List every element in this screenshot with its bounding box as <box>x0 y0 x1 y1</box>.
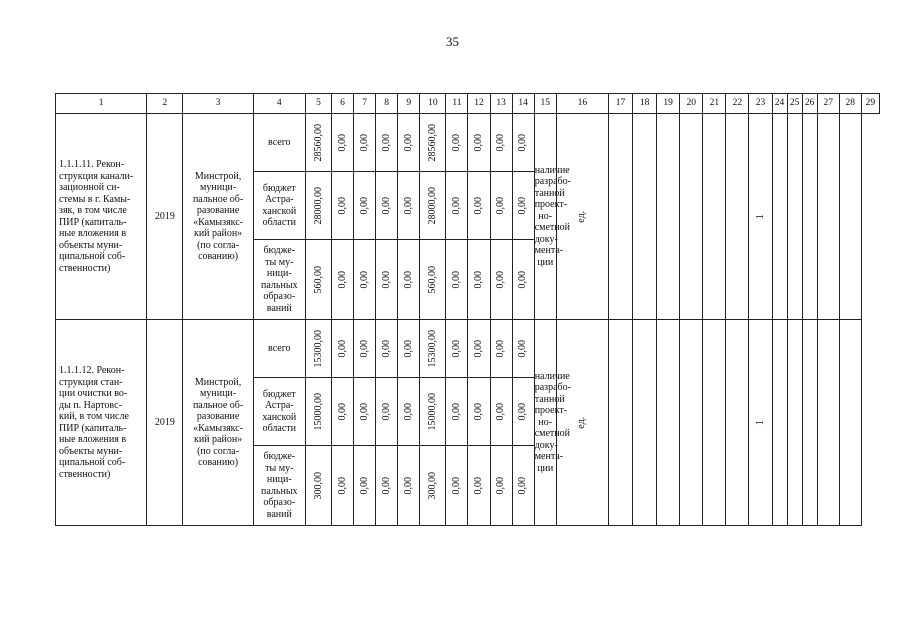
table-row <box>56 114 880 172</box>
year-value-cell <box>680 320 703 526</box>
value-text: 560,00 <box>312 265 324 294</box>
funding-source: бюдже- ты му- ници- пальных образо- ваний <box>253 240 305 320</box>
value-cell <box>490 172 512 240</box>
header-cell: 14 <box>512 94 534 114</box>
header-cell: 18 <box>633 94 657 114</box>
value-text: 0,00 <box>358 196 370 215</box>
value-cell <box>331 172 353 240</box>
header-cell: 15 <box>534 94 556 114</box>
value-cell <box>468 320 490 378</box>
value-text: 0,00 <box>403 133 414 152</box>
value-cell <box>376 240 398 320</box>
value-cell <box>354 320 376 378</box>
value-text: 28000,00 <box>312 186 324 225</box>
value-cell <box>305 378 331 446</box>
value-cell <box>490 114 512 172</box>
unit-cell <box>556 320 608 526</box>
value-cell <box>376 378 398 446</box>
value-text: 0,00 <box>495 196 507 215</box>
value-cell <box>446 320 468 378</box>
value-cell <box>468 378 490 446</box>
value-text: 0,00 <box>451 402 463 421</box>
header-cell: 16 <box>556 94 608 114</box>
value-cell <box>354 114 376 172</box>
value-text: 0,00 <box>380 133 392 152</box>
value-text: 0,00 <box>473 270 485 289</box>
year-value-cell <box>772 320 787 526</box>
year-cell: 2019 <box>147 320 183 526</box>
value-text: 28560,00 <box>427 123 439 162</box>
value-cell <box>376 114 398 172</box>
value-text: 15000,00 <box>427 392 439 431</box>
header-cell: 29 <box>861 94 879 114</box>
unit-text: ед. <box>576 416 588 429</box>
value-text: 28560,00 <box>312 123 324 162</box>
value-cell <box>398 240 420 320</box>
header-cell: 27 <box>817 94 839 114</box>
value-cell <box>398 446 420 526</box>
value-cell <box>512 114 534 172</box>
value-cell <box>512 240 534 320</box>
value-text: 0,00 <box>517 133 529 152</box>
value-cell <box>468 240 490 320</box>
value-cell <box>490 446 512 526</box>
value-text: 0,00 <box>403 196 414 215</box>
value-text: 0,00 <box>473 402 485 421</box>
target-value: 1 <box>754 420 766 425</box>
value-text: 15300,00 <box>312 329 324 368</box>
value-text: 0,00 <box>495 476 507 495</box>
year-value-cell <box>726 114 749 320</box>
value-text: 0,00 <box>473 196 485 215</box>
value-cell <box>305 114 331 172</box>
funding-source: всего <box>253 114 305 172</box>
value-cell <box>331 240 353 320</box>
value-text: 560,00 <box>427 265 439 294</box>
value-cell <box>305 320 331 378</box>
header-cell: 4 <box>253 94 305 114</box>
header-cell: 11 <box>446 94 468 114</box>
value-cell <box>354 378 376 446</box>
funding-source: всего <box>253 320 305 378</box>
header-cell: 19 <box>657 94 680 114</box>
value-cell <box>468 172 490 240</box>
value-cell <box>512 446 534 526</box>
value-cell <box>468 114 490 172</box>
year-value-cell <box>703 320 726 526</box>
value-text: 0,00 <box>358 476 370 495</box>
year-value-cell <box>657 320 680 526</box>
header-cell: 26 <box>802 94 817 114</box>
value-cell <box>446 114 468 172</box>
header-cell: 20 <box>680 94 703 114</box>
value-cell <box>490 320 512 378</box>
value-text: 0,00 <box>473 476 485 495</box>
measure-name: 1.1.1.12. Рекон- струкция стан- ции очистки во- ды п. Нартовс- кий, в том числе ПИР (капиталь- ные вложения в объекты муни- ципальной соб- ственности) <box>56 320 147 526</box>
header-cell: 9 <box>398 94 420 114</box>
header-cell: 10 <box>420 94 446 114</box>
value-text: 0,00 <box>451 270 463 289</box>
value-text: 0,00 <box>336 270 348 289</box>
value-text: 0,00 <box>517 339 529 358</box>
value-cell <box>331 114 353 172</box>
header-cell: 21 <box>703 94 726 114</box>
value-cell <box>398 378 420 446</box>
value-cell <box>512 378 534 446</box>
value-text: 0,00 <box>403 270 414 289</box>
value-text: 0,00 <box>380 476 392 495</box>
header-cell: 6 <box>331 94 353 114</box>
value-text: 0,00 <box>451 339 463 358</box>
table-row <box>56 320 880 378</box>
value-text: 0,00 <box>358 402 370 421</box>
header-cell: 22 <box>726 94 749 114</box>
value-text: 0,00 <box>451 133 463 152</box>
header-cell: 3 <box>183 94 253 114</box>
value-text: 0,00 <box>403 402 414 421</box>
funding-source: бюдже- ты му- ници- пальных образо- ваний <box>253 446 305 526</box>
value-text: 0,00 <box>336 402 348 421</box>
value-text: 0,00 <box>380 196 392 215</box>
value-text: 0,00 <box>517 270 529 289</box>
year-value-cell <box>839 114 861 320</box>
header-cell: 12 <box>468 94 490 114</box>
value-text: 0,00 <box>517 476 529 495</box>
year-cell: 2019 <box>147 114 183 320</box>
value-text: 0,00 <box>336 476 348 495</box>
value-text: 0,00 <box>358 339 370 358</box>
value-text: 0,00 <box>403 476 414 495</box>
executor-cell: Минстрой, муници- пальное об- разование «Камызякс- кий район» (по согла- сованию) <box>183 114 253 320</box>
value-cell <box>420 114 446 172</box>
value-text: 0,00 <box>380 270 392 289</box>
value-cell <box>446 446 468 526</box>
executor-cell: Минстрой, муници- пальное об- разование «Камызякс- кий район» (по согла- сованию) <box>183 320 253 526</box>
year-value-cell <box>633 320 657 526</box>
value-cell <box>376 172 398 240</box>
value-cell <box>446 378 468 446</box>
value-cell <box>490 378 512 446</box>
value-cell <box>354 446 376 526</box>
value-text: 0,00 <box>495 402 507 421</box>
value-cell <box>420 446 446 526</box>
value-text: 0,00 <box>358 270 370 289</box>
value-text: 0,00 <box>495 133 507 152</box>
value-cell <box>468 446 490 526</box>
year-value-cell <box>802 320 817 526</box>
value-cell <box>446 172 468 240</box>
value-text: 0,00 <box>495 339 507 358</box>
year-value-cell <box>633 114 657 320</box>
value-text: 0,00 <box>336 339 348 358</box>
value-text: 0,00 <box>473 339 485 358</box>
year-value-cell <box>657 114 680 320</box>
header-row <box>56 94 880 114</box>
value-cell <box>420 320 446 378</box>
header-cell: 13 <box>490 94 512 114</box>
value-text: 0,00 <box>517 196 529 215</box>
year-value-cell <box>680 114 703 320</box>
year-value-cell <box>839 320 861 526</box>
header-cell: 25 <box>787 94 802 114</box>
value-text: 0,00 <box>473 133 485 152</box>
value-cell <box>305 240 331 320</box>
year-value-cell <box>608 114 632 320</box>
year-value-cell <box>749 114 772 320</box>
value-cell <box>398 114 420 172</box>
value-cell <box>376 446 398 526</box>
header-cell: 17 <box>608 94 632 114</box>
header-cell: 7 <box>354 94 376 114</box>
value-text: 0,00 <box>336 133 348 152</box>
value-text: 15300,00 <box>427 329 439 368</box>
page-number: 35 <box>446 34 459 49</box>
year-value-cell <box>802 114 817 320</box>
year-value-cell <box>787 320 802 526</box>
value-text: 0,00 <box>517 402 529 421</box>
year-value-cell <box>817 114 839 320</box>
indicator-cell: наличие разрабо- танной проект- но- сметной доку- мента- ции <box>534 320 556 526</box>
header-cell: 24 <box>772 94 787 114</box>
year-value-cell <box>772 114 787 320</box>
year-value-cell <box>787 114 802 320</box>
funding-source: бюджет Астра- ханской области <box>253 172 305 240</box>
value-cell <box>331 378 353 446</box>
year-value-cell <box>703 114 726 320</box>
target-value: 1 <box>754 214 766 219</box>
value-text: 0,00 <box>451 476 463 495</box>
value-cell <box>420 172 446 240</box>
value-cell <box>398 172 420 240</box>
header-cell: 5 <box>305 94 331 114</box>
value-cell <box>305 446 331 526</box>
value-text: 300,00 <box>312 471 324 500</box>
value-text: 0,00 <box>403 339 414 358</box>
value-text: 0,00 <box>451 196 463 215</box>
value-text: 0,00 <box>380 402 392 421</box>
header-cell: 28 <box>839 94 861 114</box>
value-cell <box>331 446 353 526</box>
value-cell <box>354 172 376 240</box>
value-cell <box>512 172 534 240</box>
funding-source: бюджет Астра- ханской области <box>253 378 305 446</box>
year-value-cell <box>726 320 749 526</box>
header-cell: 2 <box>147 94 183 114</box>
year-value-cell <box>817 320 839 526</box>
value-text: 0,00 <box>495 270 507 289</box>
value-text: 300,00 <box>427 471 439 500</box>
header-cell: 1 <box>56 94 147 114</box>
value-cell <box>446 240 468 320</box>
budget-table <box>55 93 880 526</box>
year-value-cell <box>608 320 632 526</box>
indicator-cell: наличие разрабо- танной проект- но- сметной доку- мента- ции <box>534 114 556 320</box>
value-cell <box>376 320 398 378</box>
value-text: 28000,00 <box>427 186 439 225</box>
value-text: 0,00 <box>336 196 348 215</box>
header-cell: 8 <box>376 94 398 114</box>
value-cell <box>305 172 331 240</box>
value-text: 15000,00 <box>312 392 324 431</box>
value-text: 0,00 <box>380 339 392 358</box>
value-cell <box>398 320 420 378</box>
value-cell <box>512 320 534 378</box>
value-cell <box>420 240 446 320</box>
value-cell <box>354 240 376 320</box>
header-cell: 23 <box>749 94 772 114</box>
unit-cell <box>556 114 608 320</box>
value-text: 0,00 <box>358 133 370 152</box>
measure-name: 1.1.1.11. Рекон- струкция канали- зационной си- стемы в г. Камы- зяк, в том числе ПИР (капиталь- ные вложения в объекты муни- ципальной соб- ственности) <box>56 114 147 320</box>
year-value-cell <box>749 320 772 526</box>
value-cell <box>331 320 353 378</box>
unit-text: ед. <box>576 210 588 223</box>
value-cell <box>420 378 446 446</box>
value-cell <box>490 240 512 320</box>
